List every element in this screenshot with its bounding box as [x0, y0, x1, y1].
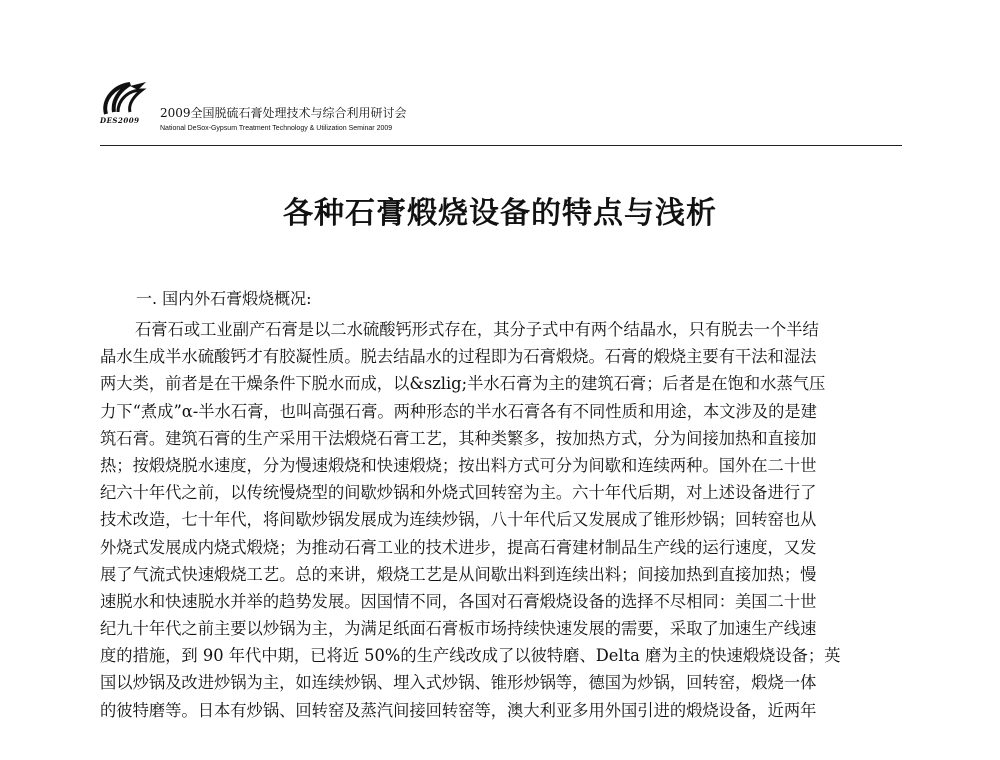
paper-title: 各种石膏煅烧设备的特点与浅析 — [283, 196, 717, 231]
section-heading: 一. 国内外石膏煅烧概况: — [136, 289, 312, 308]
paragraph-line: 外烧式发展成内烧式煅烧；为推动石膏工业的技术进步，提高石膏建材制品生产线的运行速度，又发 — [100, 537, 817, 557]
paragraph-line: 速脱水和快速脱水并举的趋势发展。因国情不同，各国对石膏煅烧设备的选择不尽相同：美国二十世 — [100, 591, 817, 611]
header-divider — [100, 145, 902, 146]
conference-subtitle: National DeSox-Gypsum Treatment Technology & Utilization Seminar 2009 — [160, 125, 393, 132]
paragraph-line: 晶水生成半水硫酸钙才有胶凝性质。脱去结晶水的过程即为石膏煅烧。石膏的煅烧主要有干法和湿法 — [100, 347, 817, 367]
logo-text: DES2009 — [100, 116, 140, 125]
paragraph-line: 展了气流式快速煅烧工艺。总的来讲，煅烧工艺是从间歇出料到连续出料；间接加热到直接加热；慢 — [100, 564, 817, 584]
paragraph-line: 的彼特磨等。日本有炒锅、回转窑及蒸汽间接回转窑等，澳大利亚多用外国引进的煅烧设备，近两年 — [100, 700, 817, 720]
conference-logo — [100, 78, 152, 134]
paragraph-line: 力下“煮成”α-半水石膏，也叫高强石膏。两种形态的半水石膏各有不同性质和用途，本文涉及的是建 — [100, 401, 817, 421]
paragraph-line: 国以炒锅及改进炒锅为主，如连续炒锅、埋入式炒锅、锥形炒锅等，德国为炒锅，回转窑，煅烧一体 — [100, 673, 817, 693]
paragraph-line: 石膏石或工业副产石膏是以二水硫酸钙形式存在，其分子式中有两个结晶水，只有脱去一个半结 — [135, 320, 819, 339]
page-header — [100, 78, 900, 148]
section-body — [100, 316, 902, 724]
paragraph-line: 技术改造，七十年代，将间歇炒锅发展成为连续炒锅，八十年代后又发展成了锥形炒锅；回转窑也从 — [100, 510, 817, 530]
paragraph-line: 筑石膏。建筑石膏的生产采用干法煅烧石膏工艺，其种类繁多，按加热方式，分为间接加热和直接加 — [100, 428, 817, 448]
paragraph-line: 纪九十年代之前主要以炒锅为主，为满足纸面石膏板市场持续快速发展的需要，采取了加速生产线速 — [100, 619, 817, 639]
paragraph-line: 两大类，前者是在干燥条件下脱水而成，以&szlig;半水石膏为主的建筑石膏；后者是在饱和水蒸气压 — [100, 374, 826, 394]
paragraph-line: 纪六十年代之前，以传统慢烧型的间歇炒锅和外烧式回转窑为主。六十年代后期，对上述设备进行了 — [100, 483, 817, 503]
paragraph-line: 热；按煅烧脱水速度，分为慢速煅烧和快速煅烧；按出料方式可分为间歇和连续两种。国外在二十世 — [100, 455, 817, 475]
paragraph-line: 度的措施，到 90 年代中期，已将近 50%的生产线改成了以彼特磨、Delta 磨为主的快速煅烧设备；英 — [100, 646, 841, 666]
conference-title: 2009全国脱硫石膏处理技术与综合利用研讨会 — [160, 106, 407, 120]
